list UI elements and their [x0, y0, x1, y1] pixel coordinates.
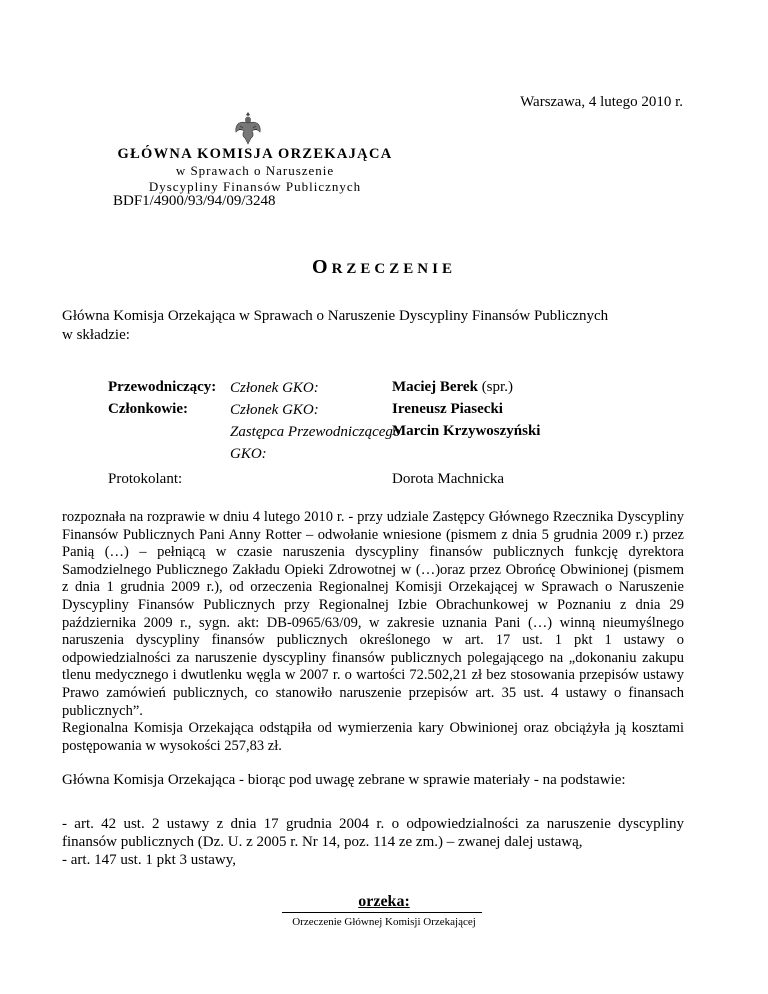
chair-note: (spr.) — [481, 379, 513, 395]
issuing-body — [110, 146, 400, 195]
chair-name: Maciej Berek — [392, 379, 478, 395]
intro-line-2: w składzie: — [62, 327, 130, 343]
chair-label: Przewodniczący: — [108, 379, 217, 395]
role-3a: Zastępca Przewodniczącego — [230, 424, 401, 440]
clerk-name: Dorota Machnicka — [392, 471, 505, 487]
page-footer: Orzeczenie Głównej Komisji Orzekającej — [292, 916, 476, 928]
basis-intro — [62, 771, 684, 789]
org-subtitle-1: w Sprawach o Naruszenie — [175, 163, 335, 178]
legal-basis-1: - art. 42 ust. 2 ustawy z dnia 17 grudnia 2004 r. o odpowiedzialności za naruszenie dyscypliny finansów publicznych (Dz. U. z 2005 r. Nr 14, poz. 114 ze zm.) – zwanej dalej ustawą, — [62, 816, 684, 850]
place-date: Warszawa, 4 lutego 2010 r. — [520, 94, 683, 110]
intro-paragraph — [62, 307, 684, 345]
member-1: Ireneusz Piasecki — [392, 401, 503, 417]
role-1: Członek GKO: — [230, 380, 319, 396]
legal-basis-list — [62, 815, 684, 869]
case-paragraph-1: rozpoznała na rozprawie w dniu 4 lutego 2010 r. - przy udziale Zastępcy Głównego Rzecznika Dyscypliny Finansów Publicznych Pani Anny Rotter – odwołanie wniesione (pismem z dnia 5 grudnia 2009 r.) przez Panią (…) – pełniącą w czasie naruszenia dyscypliny finansów publicznych funkcję dyrektora Samodzielnego Publicznego Zakładu Opieki Zdrowotnej w (…)oraz przez Obrońcę Obwinionej (pismem z dnia 1 grudnia 2009 r.), od orzeczenia Regionalnej Komisji Orzekającej w Sprawach o Naruszenie Dyscypliny Finansów Publicznych przy Regionalnej Izbie Obrachunkowej w Poznaniu z dnia 29 października 2009 r., sygn. akt: DB-0965/63/09, w zakresie uznania Pani (…) winną nieumyślnego naruszenia dyscypliny finansów publicznych określonego w art. 17 ust. 1 pkt 1 ustawy o odpowiedzialności za naruszenie dyscypliny finansów publicznych polegającego na „dokonaniu zakupu tlenu medycznego i dwutlenku węgla w 2007 r. o wartości 72.502,21 zł bez stosowania przepisów ustawy Prawo zamówień publicznych, co stanowiło naruszenie przepisów art. 35 ust. 4 ustawy o finansach publicznych”. — [62, 509, 684, 719]
intro-line-1: Główna Komisja Orzekająca w Sprawach o Naruszenie Dyscypliny Finansów Publicznych — [62, 308, 609, 324]
document-title — [0, 256, 768, 279]
role-3b: GKO: — [230, 446, 267, 462]
case-description — [62, 509, 684, 755]
clerk-label: Protokolant: — [108, 471, 183, 487]
org-subtitle-2: Dyscypliny Finansów Publicznych — [148, 179, 362, 194]
org-name: GŁÓWNA KOMISJA ORZEKAJĄCA — [117, 146, 393, 162]
member-2: Marcin Krzywoszyński — [392, 423, 541, 439]
verdict-heading: orzeka: — [358, 893, 410, 910]
members-label: Członkowie: — [108, 401, 188, 417]
basis-intro-text: Główna Komisja Orzekająca - biorąc pod uwagę zebrane w sprawie materiały - na podstawie: — [62, 772, 626, 788]
title-first-letter: O — [312, 256, 332, 278]
chair-member — [392, 379, 513, 396]
role-2: Członek GKO: — [230, 402, 319, 418]
legal-basis-2: - art. 147 ust. 1 pkt 3 ustawy, — [62, 852, 237, 868]
title-rest: RZECZENIE — [331, 261, 456, 277]
footer-divider — [282, 912, 482, 913]
polish-eagle-emblem-icon — [234, 110, 262, 146]
case-paragraph-2: Regionalna Komisja Orzekająca odstąpiła od wymierzenia kary Obwinionej oraz obciążyła ją kosztami postępowania w wysokości 257,83 zł. — [62, 720, 684, 754]
case-signature: BDF1/4900/93/94/09/3248 — [113, 193, 276, 209]
